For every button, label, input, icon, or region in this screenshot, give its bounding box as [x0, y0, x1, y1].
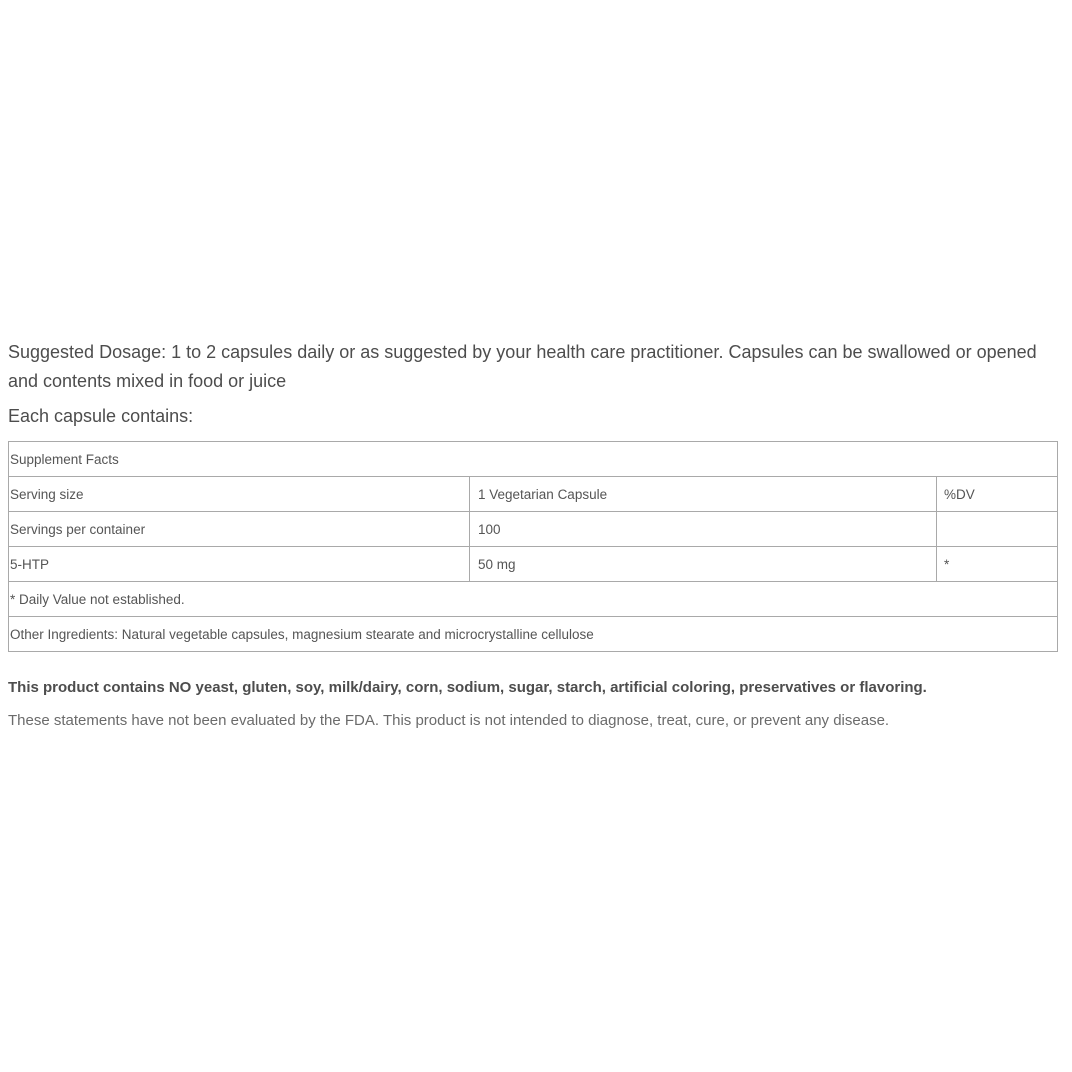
- table-row: [9, 477, 1058, 512]
- servings-dv: [937, 512, 1058, 547]
- other-ingredients: Other Ingredients: Natural vegetable capsules, magnesium stearate and microcrystalline cellulose: [9, 617, 1058, 652]
- each-capsule-heading: Each capsule contains:: [8, 406, 194, 426]
- product-description: [8, 338, 1058, 731]
- table-row: [9, 512, 1058, 547]
- ingredient-amount: 50 mg: [470, 547, 937, 582]
- table-row-title: [9, 442, 1058, 477]
- free-from-statement: This product contains NO yeast, gluten, soy, milk/dairy, corn, sodium, sugar, starch, artificial coloring, preservatives or flavoring.: [8, 679, 927, 696]
- table-row-other-ingredients: [9, 617, 1058, 652]
- fda-disclaimer: These statements have not been evaluated by the FDA. This product is not intended to diagnose, treat, cure, or prevent any disease.: [8, 712, 890, 729]
- table-row-footnote: [9, 582, 1058, 617]
- daily-value-footnote: * Daily Value not established.: [9, 582, 1058, 617]
- table-row: [9, 547, 1058, 582]
- supplement-facts-table: [8, 441, 1058, 652]
- servings-per-container-value: 100: [470, 512, 937, 547]
- ingredient-dv: *: [937, 547, 1058, 582]
- serving-size-label: Serving size: [9, 477, 470, 512]
- suggested-dosage: Suggested Dosage: 1 to 2 capsules daily or as suggested by your health care practitioner. Capsules can be swallowed or opened and contents mixed in food or juice: [8, 342, 1037, 391]
- ingredient-label: 5-HTP: [9, 547, 470, 582]
- servings-per-container-label: Servings per container: [9, 512, 470, 547]
- dv-header: %DV: [937, 477, 1058, 512]
- serving-size-value: 1 Vegetarian Capsule: [470, 477, 937, 512]
- supplement-facts-title: Supplement Facts: [9, 442, 1058, 477]
